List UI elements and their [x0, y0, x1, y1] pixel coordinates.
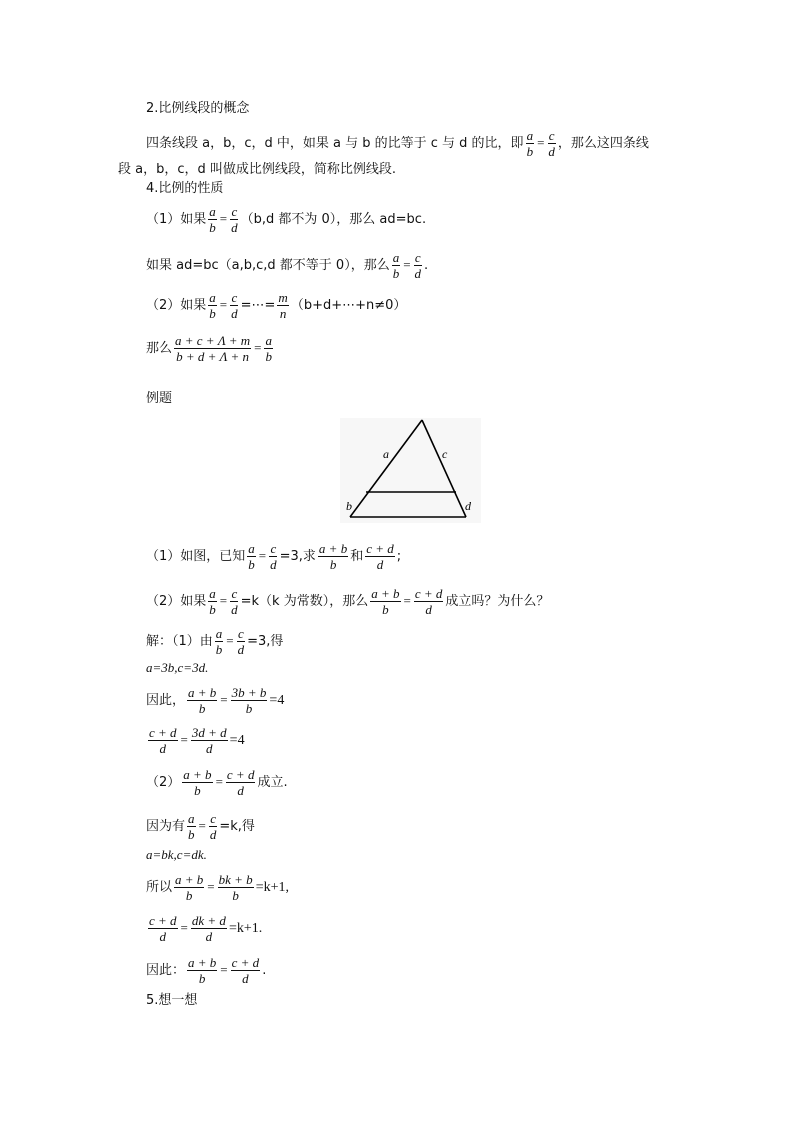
definition-line-1: 四条线段 a，b，c，d 中，如果 a 与 b 的比等于 c 与 d 的比，即 $\frac{a}{b}$ = $\frac{c}{d}$ ，那么这四条线	[146, 128, 649, 159]
property-2: （2）如果 $\frac{a}{b}$ = $\frac{c}{d}$ =⋯= $\frac{m}{n}$ （b+d+⋯+n≠0）	[146, 290, 407, 321]
solution-7: $\frac{c + d}{d}$ = $\frac{dk + d}{d}$ =k+1.	[149, 913, 263, 944]
section-title-5: 5.想一想	[146, 993, 198, 1008]
fraction-a-b: $\frac{a}{b}$	[526, 128, 534, 159]
solution-2: 因此， $\frac{a + b}{b}$ = $\frac{3b + b}{b}$ =4	[146, 685, 285, 716]
solution-eq-2: a=bk,c=dk.	[146, 847, 207, 862]
label-c: c	[442, 447, 448, 461]
solution-5: 因为有 $\frac{a}{b}$ = $\frac{c}{d}$ =k,得	[146, 811, 255, 842]
question-2: （2）如果 $\frac{a}{b}$ = $\frac{c}{d}$ =k（k 为常数），那么 $\frac{a + b}{b}$ = $\frac{c + d}{d}$ 成立吗？为什么？	[146, 586, 550, 617]
solution-3: $\frac{c + d}{d}$ = $\frac{3d + d}{d}$ =4	[149, 725, 245, 756]
fraction-c-d: $\frac{c}{d}$	[548, 128, 555, 159]
property-1-converse: 如果 ad=bc（a,b,c,d 都不等于 0），那么 $\frac{a}{b}$ = $\frac{c}{d}$ .	[146, 250, 429, 281]
triangle-figure	[340, 418, 481, 523]
label-a: a	[383, 447, 389, 461]
section-title-4: 4.比例的性质	[146, 181, 224, 196]
label-d: d	[465, 499, 471, 513]
definition-line-2: 段 a，b，c，d 叫做成比例线段，简称比例线段.	[118, 162, 397, 177]
example-title: 例题	[146, 391, 173, 406]
solution-eq-1: a=3b,c=3d.	[146, 660, 209, 675]
solution-8: 因此： $\frac{a + b}{b}$ = $\frac{c + d}{d}$ .	[146, 955, 267, 986]
property-1: （1）如果 $\frac{a}{b}$ = $\frac{c}{d}$ （b,d 都不为 0），那么 ad=bc.	[146, 204, 427, 235]
solution-6: 所以 $\frac{a + b}{b}$ = $\frac{bk + b}{b}$ =k+1,	[146, 872, 289, 903]
question-1: （1）如图，已知 $\frac{a}{b}$ = $\frac{c}{d}$ =3,求 $\frac{a + b}{b}$ 和 $\frac{c + d}{d}$ ;	[146, 541, 402, 572]
label-b: b	[346, 499, 352, 513]
solution-1: 解：（1）由 $\frac{a}{b}$ = $\frac{c}{d}$ =3,得	[146, 626, 284, 657]
section-title-2: 2.比例线段的概念	[146, 101, 250, 116]
property-2-result: 那么 $\frac{a + c + \Lambda + m}{b + d + \Lambda + n}$ = $\frac{a}{b}$	[146, 333, 272, 364]
solution-4: （2） $\frac{a + b}{b}$ = $\frac{c + d}{d}$ 成立.	[146, 767, 288, 798]
